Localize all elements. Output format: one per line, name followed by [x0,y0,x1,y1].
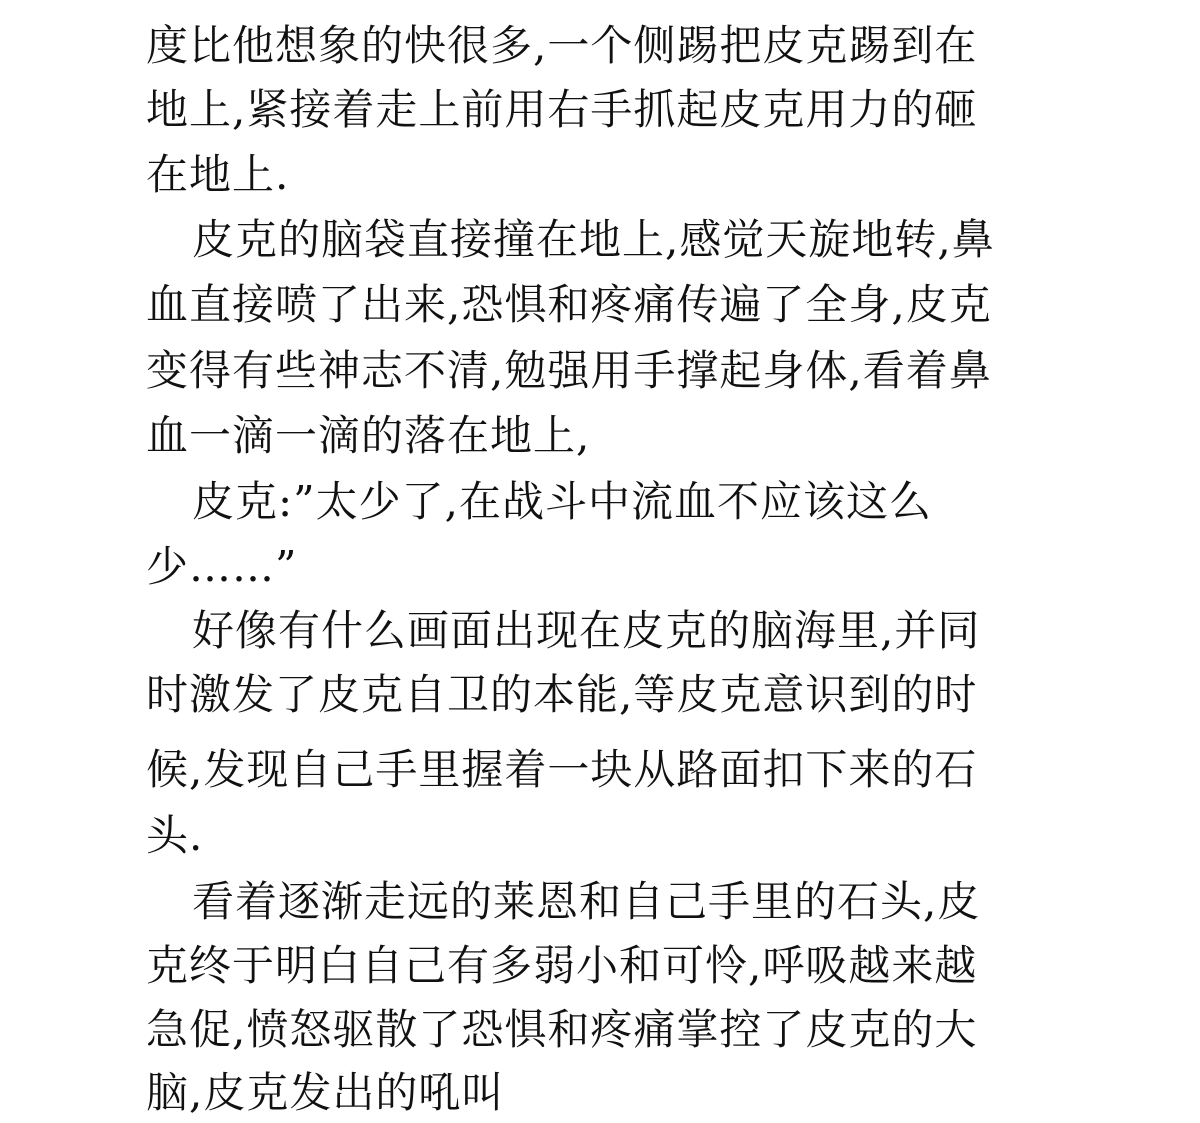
paragraph-start-line: 好像有什么画面出现在皮克的脑海里,并同 [192,606,981,655]
text-line: 地上,紧接着走上前用右手抓起皮克用力的砸 [146,85,978,134]
text-line: 度比他想象的快很多,一个侧踢把皮克踢到在 [146,21,978,70]
document-page [146,0,1026,1117]
text-line: 克终于明白自己有多弱小和可怜,呼吸越来越 [146,941,978,990]
text-line: 候,发现自己手里握着一块从路面扣下来的石 [146,745,978,794]
paragraph-start-line: 皮克的脑袋直接撞在地上,感觉天旋地转,鼻 [192,215,995,264]
text-line: 时激发了皮克自卫的本能,等皮克意识到的时 [146,670,978,719]
text-line: 头. [146,811,204,860]
text-line: 在地上. [146,150,290,199]
text-line-partial: 脑,皮克发出的吼叫 [146,1068,505,1117]
paragraph-start-line: 皮克:”太少了,在战斗中流血不应该这么 [192,477,932,526]
text-line: 血一滴一滴的落在地上, [146,411,591,460]
text-line: 急促,愤怒驱散了恐惧和疼痛掌控了皮克的大 [146,1005,978,1054]
text-line: 血直接喷了出来,恐惧和疼痛传遍了全身,皮克 [146,280,992,329]
text-line: 少……” [146,542,298,591]
text-line: 变得有些神志不清,勉强用手撑起身体,看着鼻 [146,346,992,395]
paragraph-start-line: 看着逐渐走远的莱恩和自己手里的石头,皮 [192,877,981,926]
